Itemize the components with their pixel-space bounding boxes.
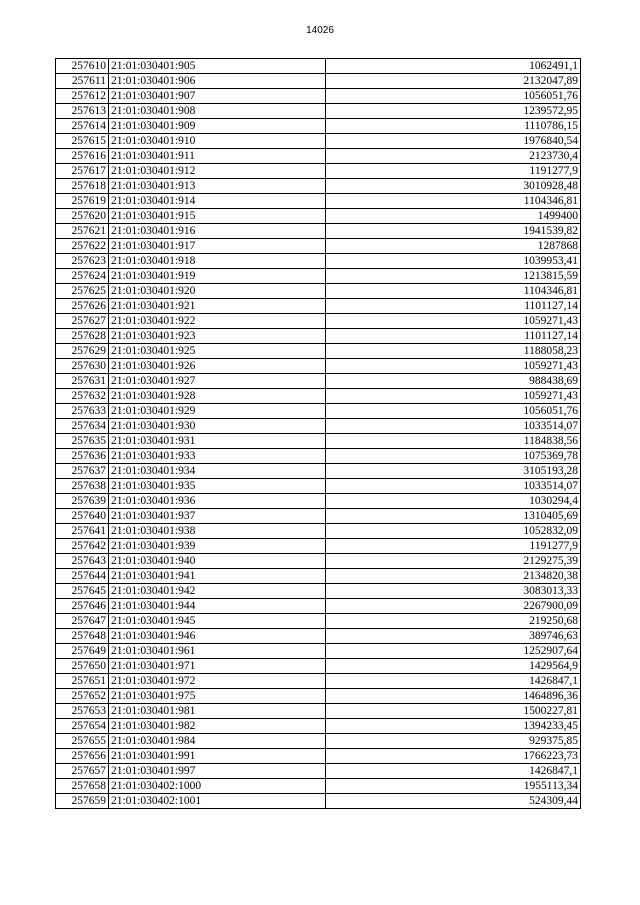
table-row <box>56 524 581 539</box>
table-row <box>56 719 581 734</box>
cadastral-number-cell: 21:01:030401:975 <box>109 689 326 704</box>
row-id-cell: 257632 <box>56 389 109 404</box>
cadastral-number-cell: 21:01:030401:942 <box>109 584 326 599</box>
row-id-cell: 257649 <box>56 644 109 659</box>
cadastral-number-cell: 21:01:030401:935 <box>109 479 326 494</box>
cadastral-number-cell: 21:01:030401:918 <box>109 254 326 269</box>
cadastral-number-cell: 21:01:030401:982 <box>109 719 326 734</box>
row-id-cell: 257644 <box>56 569 109 584</box>
row-id-cell: 257656 <box>56 749 109 764</box>
table-row <box>56 479 581 494</box>
table-row <box>56 569 581 584</box>
cadastral-number-cell: 21:01:030401:933 <box>109 449 326 464</box>
cadastral-number-cell: 21:01:030401:913 <box>109 179 326 194</box>
cadastral-number-cell: 21:01:030401:930 <box>109 419 326 434</box>
value-cell: 1030294,4 <box>326 494 581 509</box>
row-id-cell: 257622 <box>56 239 109 254</box>
table-row <box>56 374 581 389</box>
value-cell: 1059271,43 <box>326 389 581 404</box>
value-cell: 1075369,78 <box>326 449 581 464</box>
table-row <box>56 554 581 569</box>
table-row <box>56 419 581 434</box>
table-row <box>56 134 581 149</box>
cadastral-number-cell: 21:01:030401:908 <box>109 104 326 119</box>
row-id-cell: 257614 <box>56 119 109 134</box>
table-row <box>56 254 581 269</box>
value-cell: 1429564,9 <box>326 659 581 674</box>
value-cell: 1059271,43 <box>326 359 581 374</box>
value-cell: 1464896,36 <box>326 689 581 704</box>
value-cell: 2132047,89 <box>326 74 581 89</box>
value-cell: 1062491,1 <box>326 59 581 74</box>
registry-table-body <box>56 59 581 809</box>
table-row <box>56 269 581 284</box>
table-row <box>56 149 581 164</box>
cadastral-number-cell: 21:01:030401:938 <box>109 524 326 539</box>
row-id-cell: 257631 <box>56 374 109 389</box>
value-cell: 1056051,76 <box>326 404 581 419</box>
row-id-cell: 257641 <box>56 524 109 539</box>
row-id-cell: 257654 <box>56 719 109 734</box>
cadastral-number-cell: 21:01:030401:927 <box>109 374 326 389</box>
cadastral-number-cell: 21:01:030401:971 <box>109 659 326 674</box>
value-cell: 2123730,4 <box>326 149 581 164</box>
value-cell: 1310405,69 <box>326 509 581 524</box>
table-row <box>56 164 581 179</box>
table-row <box>56 539 581 554</box>
value-cell: 1101127,14 <box>326 329 581 344</box>
table-row <box>56 464 581 479</box>
cadastral-number-cell: 21:01:030401:921 <box>109 299 326 314</box>
row-id-cell: 257655 <box>56 734 109 749</box>
cadastral-number-cell: 21:01:030401:907 <box>109 89 326 104</box>
table-row <box>56 629 581 644</box>
value-cell: 1039953,41 <box>326 254 581 269</box>
table-row <box>56 344 581 359</box>
cadastral-number-cell: 21:01:030401:914 <box>109 194 326 209</box>
value-cell: 2267900,09 <box>326 599 581 614</box>
cadastral-number-cell: 21:01:030401:936 <box>109 494 326 509</box>
value-cell: 1104346,81 <box>326 194 581 209</box>
table-row <box>56 299 581 314</box>
value-cell: 1033514,07 <box>326 419 581 434</box>
value-cell: 1101127,14 <box>326 299 581 314</box>
table-row <box>56 509 581 524</box>
table-row <box>56 749 581 764</box>
value-cell: 1252907,64 <box>326 644 581 659</box>
table-row <box>56 74 581 89</box>
row-id-cell: 257651 <box>56 674 109 689</box>
cadastral-number-cell: 21:01:030401:937 <box>109 509 326 524</box>
row-id-cell: 257652 <box>56 689 109 704</box>
value-cell: 1499400 <box>326 209 581 224</box>
row-id-cell: 257637 <box>56 464 109 479</box>
table-row <box>56 224 581 239</box>
value-cell: 988438,69 <box>326 374 581 389</box>
value-cell: 1941539,82 <box>326 224 581 239</box>
cadastral-number-cell: 21:01:030401:906 <box>109 74 326 89</box>
row-id-cell: 257650 <box>56 659 109 674</box>
table-row <box>56 179 581 194</box>
table-row <box>56 434 581 449</box>
row-id-cell: 257653 <box>56 704 109 719</box>
cadastral-number-cell: 21:01:030401:939 <box>109 539 326 554</box>
table-row <box>56 734 581 749</box>
cadastral-number-cell: 21:01:030401:909 <box>109 119 326 134</box>
row-id-cell: 257636 <box>56 449 109 464</box>
row-id-cell: 257621 <box>56 224 109 239</box>
value-cell: 389746,63 <box>326 629 581 644</box>
value-cell: 3010928,48 <box>326 179 581 194</box>
cadastral-number-cell: 21:01:030401:916 <box>109 224 326 239</box>
value-cell: 1213815,59 <box>326 269 581 284</box>
row-id-cell: 257618 <box>56 179 109 194</box>
row-id-cell: 257612 <box>56 89 109 104</box>
row-id-cell: 257648 <box>56 629 109 644</box>
cadastral-number-cell: 21:01:030401:923 <box>109 329 326 344</box>
value-cell: 1056051,76 <box>326 89 581 104</box>
cadastral-number-cell: 21:01:030401:984 <box>109 734 326 749</box>
row-id-cell: 257617 <box>56 164 109 179</box>
value-cell: 1955113,34 <box>326 779 581 794</box>
row-id-cell: 257626 <box>56 299 109 314</box>
row-id-cell: 257647 <box>56 614 109 629</box>
row-id-cell: 257638 <box>56 479 109 494</box>
cadastral-number-cell: 21:01:030401:940 <box>109 554 326 569</box>
value-cell: 1033514,07 <box>326 479 581 494</box>
value-cell: 1766223,73 <box>326 749 581 764</box>
row-id-cell: 257633 <box>56 404 109 419</box>
value-cell: 1287868 <box>326 239 581 254</box>
table-row <box>56 329 581 344</box>
cadastral-number-cell: 21:01:030401:920 <box>109 284 326 299</box>
row-id-cell: 257629 <box>56 344 109 359</box>
row-id-cell: 257628 <box>56 329 109 344</box>
table-row <box>56 239 581 254</box>
table-row <box>56 689 581 704</box>
table-row <box>56 119 581 134</box>
table-row <box>56 359 581 374</box>
value-cell: 2129275,39 <box>326 554 581 569</box>
value-cell: 1976840,54 <box>326 134 581 149</box>
cadastral-number-cell: 21:01:030401:972 <box>109 674 326 689</box>
row-id-cell: 257624 <box>56 269 109 284</box>
value-cell: 3105193,28 <box>326 464 581 479</box>
value-cell: 1191277,9 <box>326 164 581 179</box>
table-row <box>56 194 581 209</box>
cadastral-number-cell: 21:01:030401:944 <box>109 599 326 614</box>
row-id-cell: 257625 <box>56 284 109 299</box>
cadastral-number-cell: 21:01:030401:991 <box>109 749 326 764</box>
table-row <box>56 389 581 404</box>
table-row <box>56 404 581 419</box>
row-id-cell: 257620 <box>56 209 109 224</box>
registry-table <box>55 58 581 809</box>
row-id-cell: 257639 <box>56 494 109 509</box>
row-id-cell: 257623 <box>56 254 109 269</box>
value-cell: 1191277,9 <box>326 539 581 554</box>
table-row <box>56 794 581 809</box>
value-cell: 2134820,38 <box>326 569 581 584</box>
table-row <box>56 764 581 779</box>
cadastral-number-cell: 21:01:030401:945 <box>109 614 326 629</box>
table-row <box>56 104 581 119</box>
cadastral-number-cell: 21:01:030401:941 <box>109 569 326 584</box>
cadastral-number-cell: 21:01:030401:910 <box>109 134 326 149</box>
row-id-cell: 257642 <box>56 539 109 554</box>
cadastral-number-cell: 21:01:030401:934 <box>109 464 326 479</box>
row-id-cell: 257615 <box>56 134 109 149</box>
value-cell: 1059271,43 <box>326 314 581 329</box>
page-number: 14026 <box>306 25 334 36</box>
table-row <box>56 659 581 674</box>
value-cell: 3083013,33 <box>326 584 581 599</box>
row-id-cell: 257658 <box>56 779 109 794</box>
table-row <box>56 209 581 224</box>
row-id-cell: 257610 <box>56 59 109 74</box>
row-id-cell: 257630 <box>56 359 109 374</box>
cadastral-number-cell: 21:01:030401:929 <box>109 404 326 419</box>
value-cell: 1239572,95 <box>326 104 581 119</box>
table-row <box>56 584 581 599</box>
value-cell: 219250,68 <box>326 614 581 629</box>
cadastral-number-cell: 21:01:030401:928 <box>109 389 326 404</box>
value-cell: 1052832,09 <box>326 524 581 539</box>
value-cell: 1188058,23 <box>326 344 581 359</box>
value-cell: 1104346,81 <box>326 284 581 299</box>
row-id-cell: 257646 <box>56 599 109 614</box>
cadastral-number-cell: 21:01:030401:946 <box>109 629 326 644</box>
cadastral-number-cell: 21:01:030401:922 <box>109 314 326 329</box>
row-id-cell: 257634 <box>56 419 109 434</box>
row-id-cell: 257643 <box>56 554 109 569</box>
row-id-cell: 257645 <box>56 584 109 599</box>
value-cell: 1426847,1 <box>326 764 581 779</box>
table-row <box>56 314 581 329</box>
cadastral-number-cell: 21:01:030401:926 <box>109 359 326 374</box>
value-cell: 1184838,56 <box>326 434 581 449</box>
cadastral-number-cell: 21:01:030401:919 <box>109 269 326 284</box>
table-row <box>56 704 581 719</box>
cadastral-number-cell: 21:01:030401:997 <box>109 764 326 779</box>
value-cell: 1110786,15 <box>326 119 581 134</box>
table-row <box>56 494 581 509</box>
cadastral-number-cell: 21:01:030401:911 <box>109 149 326 164</box>
cadastral-number-cell: 21:01:030402:1001 <box>109 794 326 809</box>
cadastral-number-cell: 21:01:030401:925 <box>109 344 326 359</box>
cadastral-number-cell: 21:01:030401:905 <box>109 59 326 74</box>
cadastral-number-cell: 21:01:030401:915 <box>109 209 326 224</box>
table-row <box>56 89 581 104</box>
cadastral-number-cell: 21:01:030401:981 <box>109 704 326 719</box>
value-cell: 929375,85 <box>326 734 581 749</box>
row-id-cell: 257616 <box>56 149 109 164</box>
row-id-cell: 257611 <box>56 74 109 89</box>
cadastral-number-cell: 21:01:030401:917 <box>109 239 326 254</box>
row-id-cell: 257657 <box>56 764 109 779</box>
row-id-cell: 257613 <box>56 104 109 119</box>
value-cell: 524309,44 <box>326 794 581 809</box>
row-id-cell: 257619 <box>56 194 109 209</box>
row-id-cell: 257627 <box>56 314 109 329</box>
row-id-cell: 257640 <box>56 509 109 524</box>
value-cell: 1394233,45 <box>326 719 581 734</box>
table-row <box>56 284 581 299</box>
table-row <box>56 644 581 659</box>
row-id-cell: 257635 <box>56 434 109 449</box>
table-row <box>56 449 581 464</box>
row-id-cell: 257659 <box>56 794 109 809</box>
table-row <box>56 599 581 614</box>
table-row <box>56 59 581 74</box>
value-cell: 1500227,81 <box>326 704 581 719</box>
value-cell: 1426847,1 <box>326 674 581 689</box>
cadastral-number-cell: 21:01:030401:912 <box>109 164 326 179</box>
table-row <box>56 674 581 689</box>
table-row <box>56 779 581 794</box>
cadastral-number-cell: 21:01:030401:931 <box>109 434 326 449</box>
table-row <box>56 614 581 629</box>
cadastral-number-cell: 21:01:030402:1000 <box>109 779 326 794</box>
cadastral-number-cell: 21:01:030401:961 <box>109 644 326 659</box>
